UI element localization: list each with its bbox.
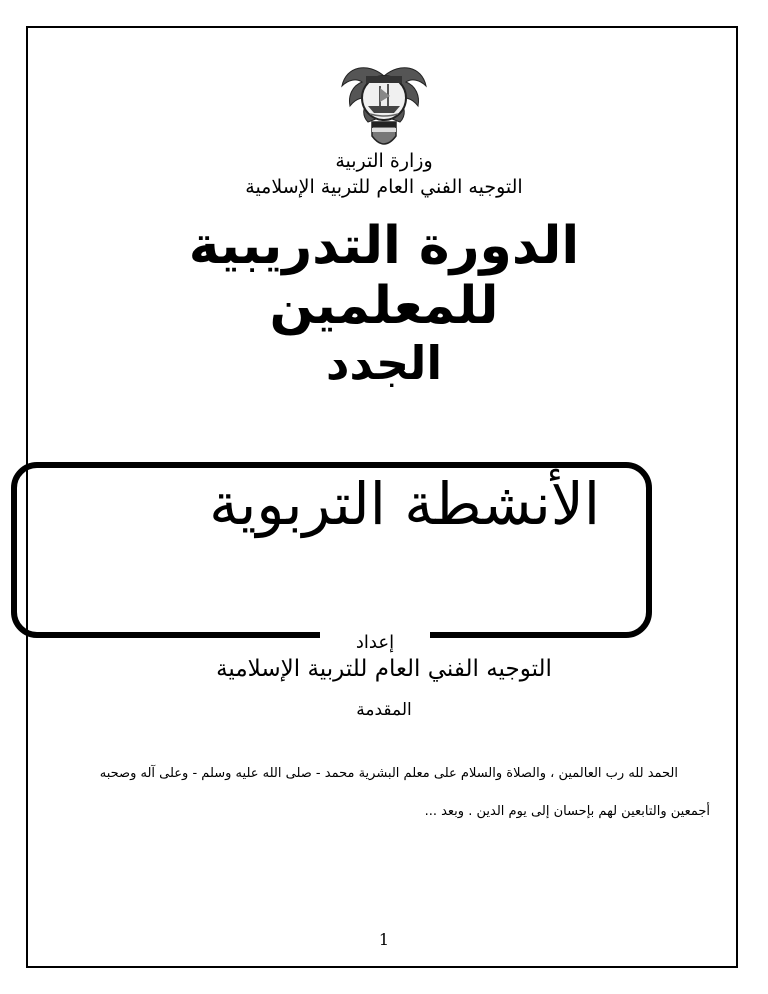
cover-title-line2: الجدد [325,336,443,390]
prepared-label: إعداد [320,632,430,653]
intro-heading: المقدمة [356,700,412,720]
page-number: 1 [378,930,390,949]
prepared-by: التوجيه الفني العام للتربية الإسلامية [216,656,552,682]
intro-paragraph-line1: الحمد لله رب العالمين ، والصلاة والسلام على معلم البشرية محمد - صلى الله عليه وسلم - وعلى آله وصحبه [99,766,678,781]
activity-title: الأنشطة التربوية [209,470,600,538]
cover-title-line1: الدورة التدريبية للمعلمين [188,216,580,336]
intro-paragraph-line2: أجمعين والتابعين لهم بإحسان إلى يوم الدين . وبعد ... [424,804,710,819]
department-name: التوجيه الفني العام للتربية الإسلامية [245,176,523,198]
ministry-name: وزارة التربية [335,150,433,172]
kuwait-emblem-icon [338,56,430,156]
